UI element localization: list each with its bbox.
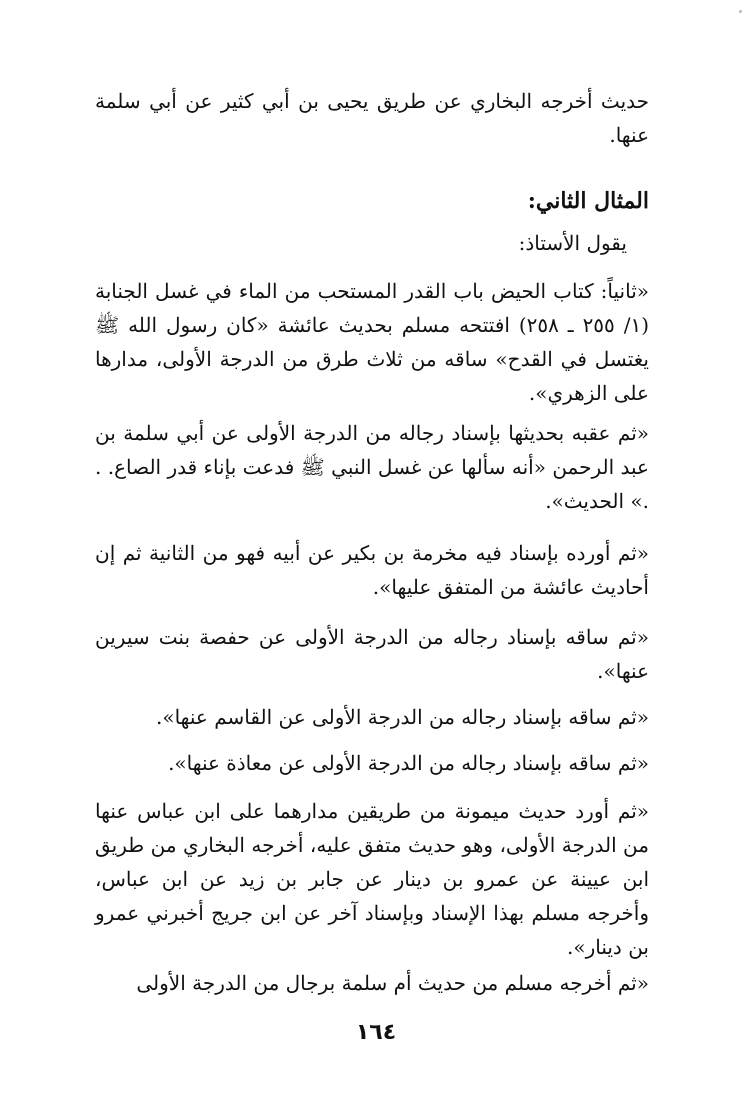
quote-paragraph-6 (95, 746, 649, 780)
quote-paragraph-5 (95, 700, 649, 734)
quote-text: «ثانياً: كتاب الحيض باب القدر المستحب من الماء في غسل الجنابة (١/ ٢٥٥ ـ ٢٥٨) افتتحه مسلم بحديث عائشة «كان رسول الله ﷺ يغتسل في القدح» ساقه من ثلاث طرق من الدرجة الأولى، مدارها على الزهري». (95, 279, 650, 405)
quote-text: «ثم أورده بإسناد فيه مخرمة بن بكير عن أبيه فهو من الثانية ثم إن أحاديث عائشة من المتفق عليها». (95, 541, 649, 599)
quote-text: «ثم ساقه بإسناد رجاله من الدرجة الأولى عن القاسم عنها». (155, 705, 649, 729)
quote-paragraph-7 (95, 794, 649, 964)
quote-text: «ثم أخرجه مسلم من حديث أم سلمة برجال من الدرجة الأولى (136, 971, 649, 995)
paragraph-intro (95, 84, 649, 152)
quote-text: «ثم ساقه بإسناد رجاله من الدرجة الأولى عن حفصة بنت سيرين عنها». (95, 625, 649, 683)
quote-text: «ثم ساقه بإسناد رجاله من الدرجة الأولى عن معاذة عنها». (168, 751, 649, 775)
quote-text: «ثم أورد حديث ميمونة من طريقين مدارهما على ابن عباس عنها من الدرجة الأولى، وهو حديث متفق عليه، أخرجه البخاري من طريق ابن عيينة عن عمرو بن دينار عن جابر بن زيد عن ابن عباس، وأخرجه مسلم بهذا الإسناد وبإسناد آخر عن ابن جريج أخبرني عمرو بن دينار». (95, 799, 649, 959)
speaker-line (95, 226, 649, 260)
quote-paragraph-3 (95, 536, 649, 604)
quote-text: «ثم عقبه بحديثها بإسناد رجاله من الدرجة الأولى عن أبي سلمة بن عبد الرحمن «أنه سألها عن غسل النبي ﷺ فدعت بإناء قدر الصاع. . .» الحديث». (95, 421, 649, 513)
quote-paragraph-4 (95, 620, 649, 688)
scan-speck (739, 10, 742, 13)
page-number: ١٦٤ (355, 1020, 397, 1045)
quote-paragraph-2 (95, 416, 649, 518)
quote-paragraph-8 (95, 966, 649, 1000)
speaker-label: يقول الأستاذ: (518, 231, 627, 255)
section-heading (95, 184, 649, 218)
quote-paragraph-1 (95, 274, 649, 410)
paragraph-text: حديث أخرجه البخاري عن طريق يحيى بن أبي كثير عن أبي سلمة عنها. (95, 89, 649, 147)
section-title: المثال الثاني: (527, 188, 649, 214)
